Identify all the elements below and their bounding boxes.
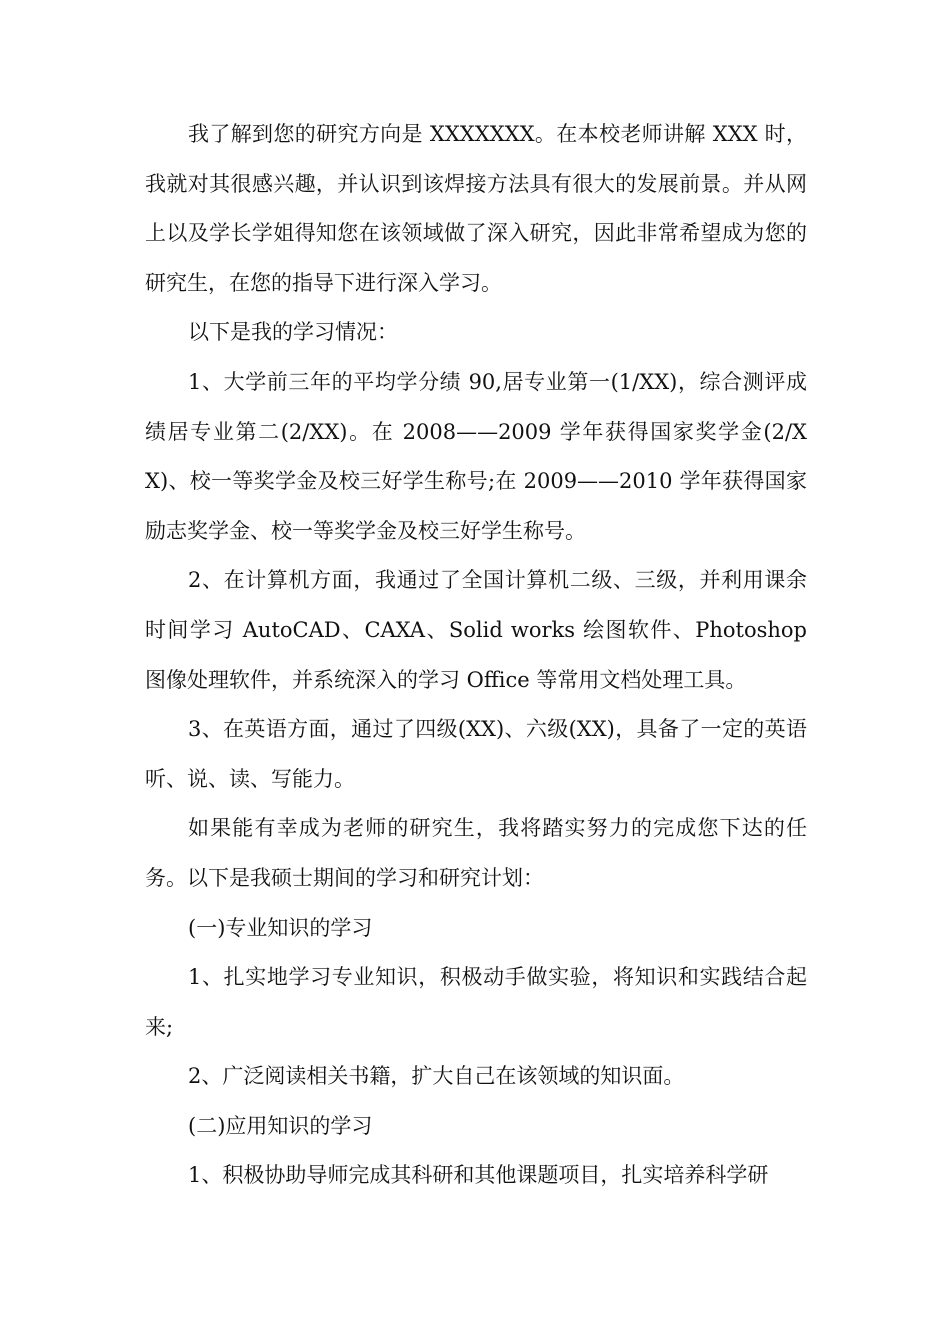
paragraph-grades: 1、大学前三年的平均学分绩 90,居专业第一(1/XX)，综合测评成绩居专业第二(2/XX)。在 2008——2009 学年获得国家奖学金(2/XX)、校一等奖学金及校三好学生称号;在 2009——2010 学年获得国家励志奖学金、校一等奖学金及校三好学生称号。 <box>145 369 807 543</box>
paragraph-study-plan-intro: 如果能有幸成为老师的研究生，我将踏实努力的完成您下达的任务。以下是我硕士期间的学习和研究计划： <box>145 816 807 890</box>
heading-professional-knowledge: (一)专业知识的学习 <box>188 915 373 940</box>
document-body <box>145 110 807 1201</box>
heading-applied-knowledge: (二)应用知识的学习 <box>188 1113 373 1138</box>
paragraph-research-interest: 我了解到您的研究方向是 XXXXXXX。在本校老师讲解 XXX 时，我就对其很感兴趣，并认识到该焊接方法具有很大的发展前景。并从网上以及学长学姐得知您在该领域做了深入研究，因此非常希望成为您的研究生，在您的指导下进行深入学习。 <box>145 122 807 295</box>
paragraph-study-intro: 以下是我的学习情况： <box>188 320 398 345</box>
paragraph-applied-item-1: 1、积极协助导师完成其科研和其他课题项目，扎实培养科学研 <box>188 1163 769 1188</box>
paragraph-plan-item-2: 2、广泛阅读相关书籍，扩大自己在该领域的知识面。 <box>188 1064 685 1089</box>
paragraph-computer-skills: 2、在计算机方面，我通过了全国计算机二级、三级，并利用课余时间学习 AutoCAD、CAXA、Solid works 绘图软件、Photoshop 图像处理软件，并系统深入的学习 Office 等常用文档处理工具。 <box>145 568 807 692</box>
paragraph-plan-item-1: 1、扎实地学习专业知识，积极动手做实验，将知识和实践结合起来; <box>145 965 807 1039</box>
paragraph-english-skills: 3、在英语方面，通过了四级(XX)、六级(XX)，具备了一定的英语听、说、读、写能力。 <box>145 717 807 791</box>
